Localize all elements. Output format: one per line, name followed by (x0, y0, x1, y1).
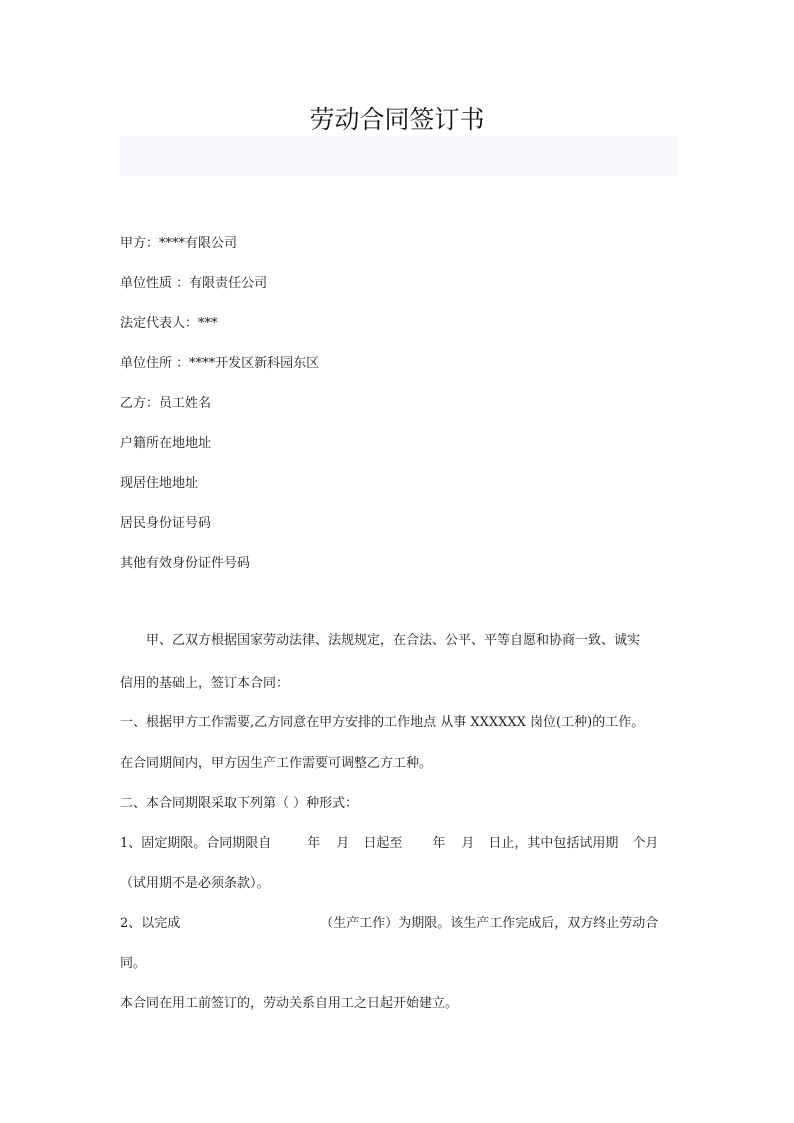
closing-statement: 本合同在用工前签订的，劳动关系自用工之日起开始建立。 (120, 996, 459, 1011)
term-option-2-rest: （生产工作）为期限。该生产工作完成后，双方终止劳动合 (320, 916, 659, 931)
party-b-current-address: 现居住地地址 (120, 476, 199, 491)
term-option-1 (120, 836, 658, 852)
term-option-2-continuation: 同。 (120, 956, 147, 971)
term-option-1-year-2: 年 (432, 836, 446, 851)
preamble-line-2: 信用的基础上，签订本合同： (120, 676, 290, 691)
party-b-other-id: 其他有效身份证件号码 (120, 556, 251, 571)
term-option-1-month-2: 月 (461, 836, 475, 851)
party-b-id-number: 居民身份证号码 (120, 516, 212, 531)
clause-1-line-2: 在合同期间内，甲方因生产工作需要可调整乙方工种。 (120, 756, 433, 771)
term-option-1-month-1: 月 (336, 836, 350, 851)
term-option-1-year-1: 年 (307, 836, 321, 851)
document-title: 劳动合同签订书 (309, 105, 485, 134)
title-highlight-band (120, 136, 677, 176)
term-option-1-day-1: 日起至 (363, 836, 403, 851)
clause-1-line-1: 一、根据甲方工作需要,乙方同意在甲方安排的工作地点 从事 XXXXXX 岗位(工种)的工作。 (120, 715, 645, 730)
party-a-legal-representative: 法定代表人：*** (120, 316, 218, 331)
clause-2-heading: 二、本合同期限采取下列第（ ）种形式： (120, 796, 359, 811)
party-a-address: 单位住所 ：****开发区新科园东区 (120, 356, 320, 371)
term-option-1-months: 个月 (632, 836, 659, 851)
party-b-name: 乙方：员工姓名 (120, 396, 212, 411)
party-a-nature: 单位性质 ：有限责任公司 (120, 276, 268, 291)
term-option-2-start: 2、以完成 (120, 916, 181, 931)
preamble-line-1: 甲、乙双方根据国家劳动法律、法规规定，在合法、公平、平等自愿和协商一致、诚实 (146, 633, 641, 648)
party-b-household-address: 户籍所在地地址 (120, 436, 212, 451)
party-a-name: 甲方：****有限公司 (120, 236, 238, 251)
term-option-1-note: （试用期不是必须条款）。 (120, 876, 270, 891)
term-option-1-day-2: 日止，其中包括试用期 (488, 836, 619, 851)
term-option-2 (120, 916, 658, 932)
term-option-1-start: 1、固定期限。合同期限自 (120, 836, 272, 851)
